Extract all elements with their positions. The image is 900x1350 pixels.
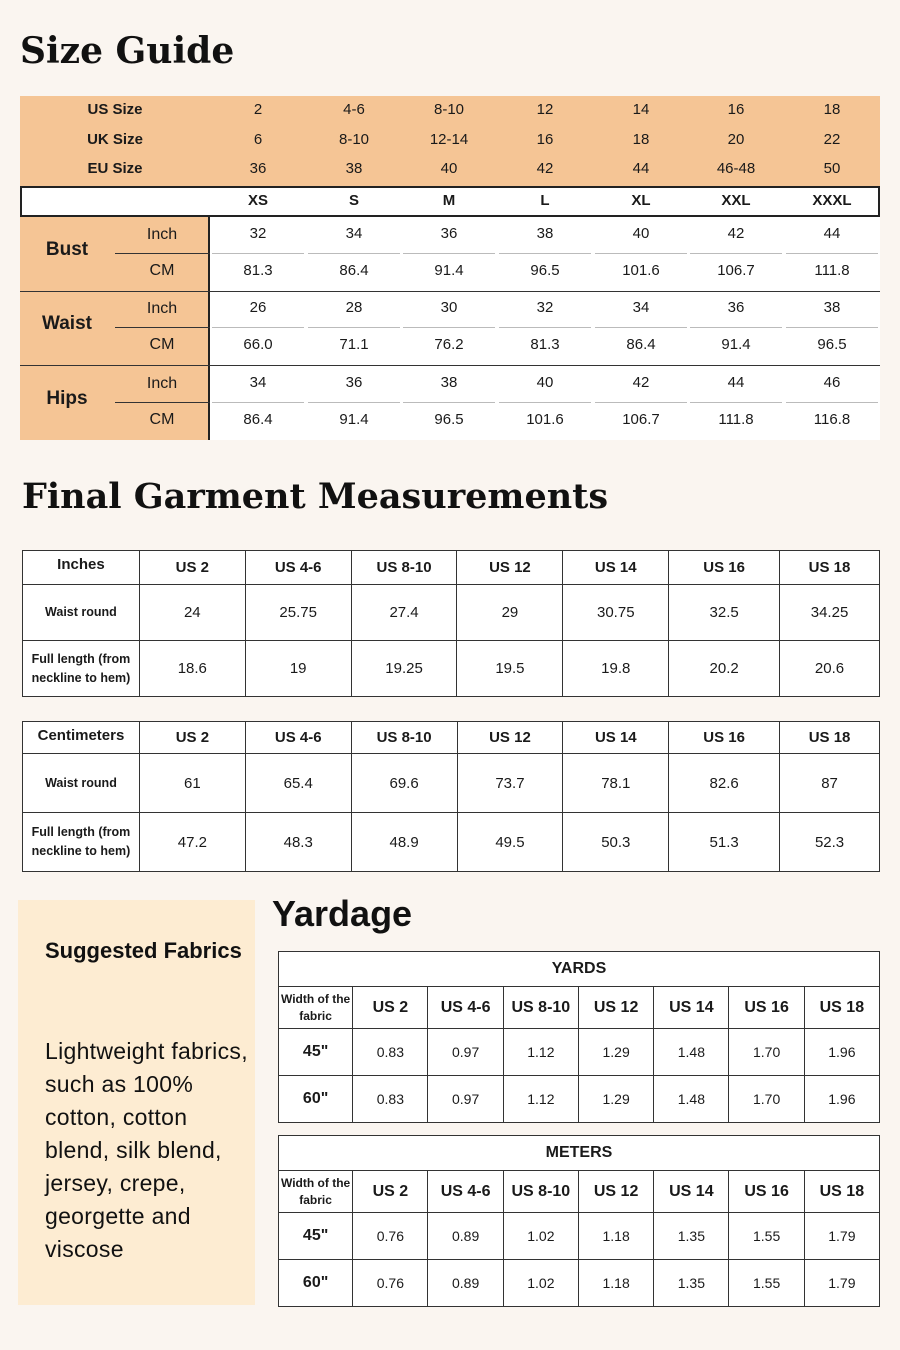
garment-measurement-value: 82.6 bbox=[669, 754, 780, 813]
garment-measurement-value: 49.5 bbox=[457, 813, 563, 872]
yardage-title: Yardage bbox=[272, 893, 413, 934]
letter-size-label: XXXL bbox=[812, 192, 852, 209]
value-divider bbox=[308, 402, 400, 403]
bust-waist-hips-inch-value: 36 bbox=[440, 225, 458, 242]
fabric-width-label: 45" bbox=[279, 1029, 353, 1076]
yardage-yards-table bbox=[278, 951, 880, 1123]
size-conversion-value: 12 bbox=[536, 101, 554, 118]
yardage-value: 1.29 bbox=[578, 1029, 653, 1076]
garment-measurement-value: 30.75 bbox=[563, 585, 669, 641]
bust-waist-hips-cm-value: 66.0 bbox=[243, 336, 273, 353]
bust-waist-hips-cm-value: 71.1 bbox=[339, 336, 369, 353]
bust-waist-hips-cm-value: 101.6 bbox=[526, 411, 564, 428]
size-conversion-value: 40 bbox=[440, 160, 458, 177]
size-conversion-value: 4-6 bbox=[343, 101, 365, 118]
value-divider bbox=[403, 402, 495, 403]
bust-waist-hips-inch-value: 42 bbox=[632, 374, 650, 391]
fabric-width-label: 45" bbox=[279, 1213, 353, 1260]
bust-waist-hips-cm-value: 96.5 bbox=[530, 262, 560, 279]
suggested-fabrics-title: Suggested Fabrics bbox=[45, 938, 242, 963]
yardage-size-header: US 14 bbox=[654, 1171, 729, 1213]
garment-measurement-value: 19 bbox=[245, 641, 351, 697]
size-system-label: EU Size bbox=[87, 160, 143, 177]
bust-waist-hips-cm-value: 86.4 bbox=[626, 336, 656, 353]
full-length-label: Full length (from neckline to hem) bbox=[23, 641, 140, 697]
width-of-fabric-label: Width of the fabric bbox=[279, 1171, 353, 1213]
letter-size-label: XXL bbox=[721, 192, 751, 209]
garment-size-header: US 2 bbox=[139, 722, 245, 754]
yardage-value: 1.48 bbox=[654, 1076, 729, 1123]
bust-waist-hips-cm-value: 86.4 bbox=[339, 262, 369, 279]
bust-waist-hips-inch-value: 46 bbox=[823, 374, 841, 391]
yardage-value: 1.48 bbox=[654, 1029, 729, 1076]
value-divider bbox=[403, 253, 495, 254]
garment-measurement-value: 48.9 bbox=[351, 813, 457, 872]
yardage-value: 1.79 bbox=[804, 1260, 879, 1307]
bust-waist-hips-inch-value: 36 bbox=[345, 374, 363, 391]
size-conversion-value: 16 bbox=[727, 101, 745, 118]
yardage-size-header: US 4-6 bbox=[428, 987, 503, 1029]
garment-measurement-value: 61 bbox=[139, 754, 245, 813]
bust-waist-hips-cm-value: 91.4 bbox=[434, 262, 464, 279]
unit-divider bbox=[115, 253, 210, 254]
yardage-value: 0.76 bbox=[353, 1213, 428, 1260]
yardage-size-header: US 4-6 bbox=[428, 1171, 503, 1213]
garment-size-header: US 18 bbox=[780, 722, 880, 754]
bust-waist-hips-inch-value: 26 bbox=[249, 299, 267, 316]
size-conversion-value: 2 bbox=[253, 101, 263, 118]
value-divider bbox=[595, 402, 687, 403]
yardage-value: 1.18 bbox=[578, 1260, 653, 1307]
yardage-value: 1.18 bbox=[578, 1213, 653, 1260]
yardage-value: 1.35 bbox=[654, 1260, 729, 1307]
letter-size-label: XL bbox=[631, 192, 651, 209]
yardage-value: 0.83 bbox=[353, 1076, 428, 1123]
size-conversion-value: 6 bbox=[253, 131, 263, 148]
value-divider bbox=[499, 402, 591, 403]
measure-name-hips: Hips bbox=[46, 388, 88, 409]
bust-waist-hips-inch-value: 38 bbox=[823, 299, 841, 316]
yardage-value: 0.97 bbox=[428, 1076, 503, 1123]
size-conversion-value: 18 bbox=[823, 101, 841, 118]
bust-waist-hips-cm-value: 101.6 bbox=[622, 262, 660, 279]
bust-waist-hips-cm-value: 76.2 bbox=[434, 336, 464, 353]
bust-waist-hips-inch-value: 30 bbox=[440, 299, 458, 316]
garment-measurement-value: 52.3 bbox=[780, 813, 880, 872]
garment-cm-table bbox=[22, 721, 880, 872]
yardage-size-header: US 16 bbox=[729, 987, 804, 1029]
bust-waist-hips-cm-value: 116.8 bbox=[813, 411, 851, 428]
bust-waist-hips-cm-value: 81.3 bbox=[243, 262, 273, 279]
garment-size-header: US 12 bbox=[457, 551, 563, 585]
size-conversion-value: 8-10 bbox=[338, 131, 370, 148]
letter-size-label: S bbox=[348, 192, 359, 209]
value-divider bbox=[308, 253, 400, 254]
garment-measurement-value: 47.2 bbox=[139, 813, 245, 872]
yardage-size-header: US 18 bbox=[804, 987, 879, 1029]
size-system-label: UK Size bbox=[87, 131, 143, 148]
bust-waist-hips-inch-value: 42 bbox=[727, 225, 745, 242]
bust-waist-hips-cm-value: 96.5 bbox=[434, 411, 464, 428]
garment-size-header: US 16 bbox=[669, 722, 780, 754]
unit-label-inch: Inch bbox=[146, 375, 178, 392]
waist-round-label: Waist round bbox=[23, 585, 140, 641]
garment-measurement-value: 65.4 bbox=[245, 754, 351, 813]
yardage-size-header: US 12 bbox=[578, 987, 653, 1029]
bust-waist-hips-inch-value: 44 bbox=[823, 225, 841, 242]
bust-waist-hips-inch-value: 44 bbox=[727, 374, 745, 391]
size-conversion-value: 50 bbox=[823, 160, 841, 177]
garment-measurement-value: 87 bbox=[780, 754, 880, 813]
garment-size-header: US 4-6 bbox=[245, 722, 351, 754]
yardage-value: 1.96 bbox=[804, 1029, 879, 1076]
bust-waist-hips-cm-value: 111.8 bbox=[718, 411, 754, 428]
garment-size-header: US 14 bbox=[563, 551, 669, 585]
garment-measurement-value: 20.6 bbox=[780, 641, 880, 697]
yardage-size-header: US 2 bbox=[353, 1171, 428, 1213]
bust-waist-hips-inch-value: 40 bbox=[536, 374, 554, 391]
size-guide-title: Size Guide bbox=[20, 30, 235, 72]
size-conversion-value: 14 bbox=[632, 101, 650, 118]
size-conversion-value: 36 bbox=[249, 160, 267, 177]
measure-name-bust: Bust bbox=[45, 239, 89, 260]
bust-waist-hips-inch-value: 38 bbox=[440, 374, 458, 391]
yardage-value: 1.55 bbox=[729, 1213, 804, 1260]
yardage-value: 1.12 bbox=[503, 1076, 578, 1123]
value-divider bbox=[786, 402, 878, 403]
bust-waist-hips-inch-value: 28 bbox=[345, 299, 363, 316]
yardage-value: 1.70 bbox=[729, 1076, 804, 1123]
value-divider bbox=[786, 327, 878, 328]
bust-waist-hips-inch-value: 34 bbox=[632, 299, 650, 316]
bust-waist-hips-inch-value: 34 bbox=[345, 225, 363, 242]
garment-size-header: US 2 bbox=[139, 551, 245, 585]
garment-size-header: US 8-10 bbox=[351, 551, 457, 585]
size-conversion-value: 20 bbox=[727, 131, 745, 148]
group-divider bbox=[20, 291, 880, 292]
yardage-value: 1.55 bbox=[729, 1260, 804, 1307]
yardage-size-header: US 2 bbox=[353, 987, 428, 1029]
bust-waist-hips-cm-value: 111.8 bbox=[814, 262, 850, 279]
yardage-value: 1.35 bbox=[654, 1213, 729, 1260]
full-length-label: Full length (from neckline to hem) bbox=[23, 813, 140, 872]
bust-waist-hips-inch-value: 34 bbox=[249, 374, 267, 391]
fabric-width-label: 60" bbox=[279, 1076, 353, 1123]
value-divider bbox=[595, 253, 687, 254]
garment-size-header: US 8-10 bbox=[351, 722, 457, 754]
bust-waist-hips-inch-value: 38 bbox=[536, 225, 554, 242]
garment-size-header: US 16 bbox=[669, 551, 780, 585]
size-conversion-value: 12-14 bbox=[429, 131, 469, 148]
waist-round-label: Waist round bbox=[23, 754, 140, 813]
garment-measurement-value: 73.7 bbox=[457, 754, 563, 813]
yardage-size-header: US 12 bbox=[578, 1171, 653, 1213]
yardage-meters-table bbox=[278, 1135, 880, 1307]
bust-waist-hips-cm-value: 96.5 bbox=[817, 336, 847, 353]
garment-measurement-value: 20.2 bbox=[669, 641, 780, 697]
unit-label-cm: CM bbox=[149, 262, 175, 279]
yardage-value: 1.02 bbox=[503, 1260, 578, 1307]
garment-size-header: US 12 bbox=[457, 722, 563, 754]
garment-measurements-title: Final Garment Measurements bbox=[22, 476, 609, 517]
yardage-value: 0.89 bbox=[428, 1213, 503, 1260]
garment-measurement-value: 32.5 bbox=[669, 585, 780, 641]
garment-measurement-value: 34.25 bbox=[780, 585, 880, 641]
size-conversion-value: 46-48 bbox=[716, 160, 756, 177]
group-divider bbox=[20, 365, 880, 366]
yardage-value: 0.97 bbox=[428, 1029, 503, 1076]
bust-waist-hips-cm-value: 91.4 bbox=[721, 336, 751, 353]
yardage-value: 1.96 bbox=[804, 1076, 879, 1123]
garment-inches-table bbox=[22, 550, 880, 697]
measure-name-waist: Waist bbox=[42, 313, 92, 334]
bust-waist-hips-inch-value: 40 bbox=[632, 225, 650, 242]
garment-measurement-value: 51.3 bbox=[669, 813, 780, 872]
garment-measurement-value: 19.25 bbox=[351, 641, 457, 697]
size-conversion-value: 44 bbox=[632, 160, 650, 177]
yardage-size-header: US 18 bbox=[804, 1171, 879, 1213]
letter-size-label: XS bbox=[247, 192, 268, 209]
unit-label-cm: CM bbox=[149, 411, 175, 428]
garment-measurement-value: 50.3 bbox=[563, 813, 669, 872]
size-conversion-value: 16 bbox=[536, 131, 554, 148]
yardage-size-header: US 8-10 bbox=[503, 987, 578, 1029]
garment-measurement-value: 19.5 bbox=[457, 641, 563, 697]
value-divider bbox=[499, 253, 591, 254]
bust-waist-hips-cm-value: 86.4 bbox=[243, 411, 273, 428]
yardage-value: 1.70 bbox=[729, 1029, 804, 1076]
yardage-value: 1.02 bbox=[503, 1213, 578, 1260]
suggested-fabrics-text: Lightweight fabrics, such as 100% cotton, cotton blend, silk blend, jersey, crepe, georgette and viscose bbox=[45, 1038, 248, 1262]
bust-waist-hips-inch-value: 32 bbox=[536, 299, 554, 316]
size-conversion-value: 38 bbox=[345, 160, 363, 177]
fabric-width-label: 60" bbox=[279, 1260, 353, 1307]
yardage-value: 0.89 bbox=[428, 1260, 503, 1307]
garment-measurement-value: 78.1 bbox=[563, 754, 669, 813]
bust-waist-hips-inch-value: 36 bbox=[727, 299, 745, 316]
yardage-value: 1.29 bbox=[578, 1076, 653, 1123]
value-divider bbox=[499, 327, 591, 328]
garment-size-header: US 18 bbox=[780, 551, 880, 585]
letter-size-label: M bbox=[442, 192, 456, 209]
yardage-unit-header: YARDS bbox=[279, 952, 880, 987]
garment-measurement-value: 29 bbox=[457, 585, 563, 641]
value-divider bbox=[403, 327, 495, 328]
value-divider bbox=[212, 402, 304, 403]
garment-size-header: US 14 bbox=[563, 722, 669, 754]
unit-header: Centimeters bbox=[23, 722, 140, 754]
yardage-value: 0.76 bbox=[353, 1260, 428, 1307]
value-divider bbox=[690, 253, 782, 254]
yardage-unit-header: METERS bbox=[279, 1136, 880, 1171]
unit-divider bbox=[115, 327, 210, 328]
value-divider bbox=[786, 253, 878, 254]
yardage-size-header: US 16 bbox=[729, 1171, 804, 1213]
garment-measurement-value: 48.3 bbox=[245, 813, 351, 872]
size-conversion-value: 42 bbox=[536, 160, 554, 177]
garment-measurement-value: 19.8 bbox=[563, 641, 669, 697]
letter-size-label: L bbox=[540, 192, 550, 209]
value-divider bbox=[690, 402, 782, 403]
garment-measurement-value: 27.4 bbox=[351, 585, 457, 641]
garment-measurement-value: 25.75 bbox=[245, 585, 351, 641]
garment-measurement-value: 69.6 bbox=[351, 754, 457, 813]
unit-divider bbox=[115, 402, 210, 403]
unit-header: Inches bbox=[23, 551, 140, 585]
value-divider bbox=[690, 327, 782, 328]
yardage-size-header: US 14 bbox=[654, 987, 729, 1029]
yardage-value: 1.12 bbox=[503, 1029, 578, 1076]
bust-waist-hips-cm-value: 91.4 bbox=[339, 411, 369, 428]
size-system-label: US Size bbox=[87, 101, 143, 118]
unit-label-inch: Inch bbox=[146, 226, 178, 243]
bust-waist-hips-cm-value: 106.7 bbox=[717, 262, 755, 279]
size-conversion-value: 8-10 bbox=[433, 101, 465, 118]
yardage-value: 0.83 bbox=[353, 1029, 428, 1076]
unit-label-cm: CM bbox=[149, 336, 175, 353]
garment-measurement-value: 24 bbox=[139, 585, 245, 641]
bust-waist-hips-cm-value: 81.3 bbox=[530, 336, 560, 353]
value-divider bbox=[212, 253, 304, 254]
yardage-value: 1.79 bbox=[804, 1213, 879, 1260]
value-divider bbox=[308, 327, 400, 328]
garment-size-header: US 4-6 bbox=[245, 551, 351, 585]
value-divider bbox=[595, 327, 687, 328]
size-conversion-value: 18 bbox=[632, 131, 650, 148]
yardage-size-header: US 8-10 bbox=[503, 1171, 578, 1213]
width-of-fabric-label: Width of the fabric bbox=[279, 987, 353, 1029]
value-divider bbox=[212, 327, 304, 328]
garment-measurement-value: 18.6 bbox=[139, 641, 245, 697]
unit-label-inch: Inch bbox=[146, 300, 178, 317]
bust-waist-hips-inch-value: 32 bbox=[249, 225, 267, 242]
size-conversion-value: 22 bbox=[823, 131, 841, 148]
bust-waist-hips-cm-value: 106.7 bbox=[622, 411, 660, 428]
